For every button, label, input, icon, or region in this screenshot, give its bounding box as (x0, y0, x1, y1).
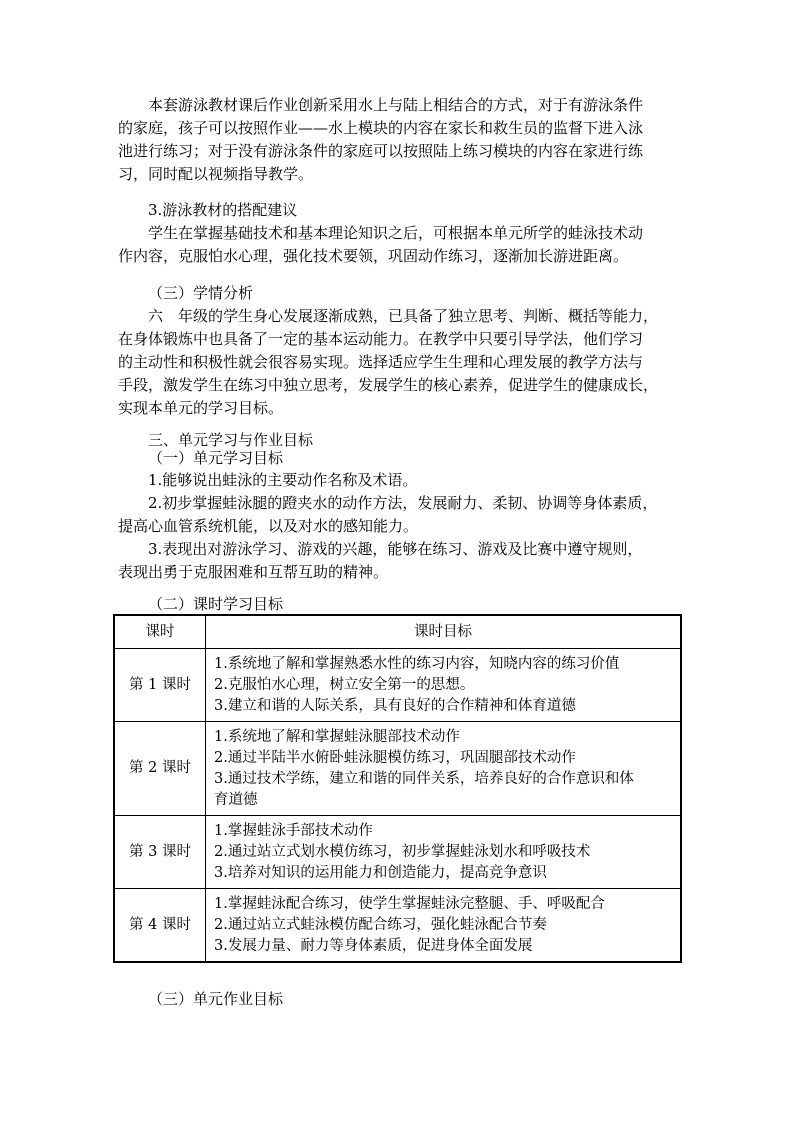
text-line: 六 年级的学生身心发展逐渐成熟，已具备了独立思考、判断、概括等能力， (148, 307, 659, 325)
analysis-paragraph (118, 305, 674, 420)
unit-goals-list (118, 469, 674, 584)
matching-paragraph (118, 222, 674, 268)
intro-paragraph (118, 94, 674, 186)
section-heading-analysis: （三）学情分析 (148, 284, 254, 302)
text-line: 在身体锻炼中也具备了一定的基本运动能力。在教学中只要引导学法，他们学习 (118, 330, 644, 348)
table-row (114, 649, 681, 722)
text-line: 池进行练习；对于没有游泳条件的家庭可以按照陆上练习模块的内容在家进行练 (118, 142, 644, 160)
goals-cell (206, 889, 682, 963)
goal-line: 2.克服怕水心理，树立安全第一的思想。 (214, 677, 475, 693)
text-line: 的家庭，孩子可以按照作业——水上模块的内容在家长和救生员的监督下进入泳 (118, 119, 644, 137)
header-goals: 课时目标 (206, 615, 682, 649)
text-line: 本套游泳教材课后作业创新采用水上与陆上相结合的方式，对于有游泳条件 (148, 96, 644, 114)
list-item: 2.初步掌握蛙泳腿的蹬夹水的动作方法，发展耐力、柔韧、协调等身体素质， (148, 494, 658, 512)
goal-line: 3.建立和谐的人际关系，具有良好的合作精神和体育道德 (214, 698, 576, 714)
goal-line: 1.系统地了解和掌握熟悉水性的练习内容，知晓内容的练习价值 (214, 656, 620, 672)
goal-line: 3.培养对知识的运用能力和创造能力，提高竞争意识 (214, 865, 547, 881)
table-row (114, 722, 681, 816)
lesson-goals-table (113, 614, 682, 963)
table-header-row (114, 615, 681, 649)
goals-cell (206, 816, 682, 889)
goal-line: 2.通过站立式划水模仿练习，初步掌握蛙泳划水和呼吸技术 (214, 844, 591, 860)
table-row (114, 889, 681, 963)
goal-line: 2.通过半陆半水俯卧蛙泳腿模仿练习，巩固腿部技术动作 (214, 750, 576, 766)
goal-line: 3.通过技术学练，建立和谐的同伴关系，培养良好的合作意识和体 (214, 771, 634, 787)
goal-line: 3.发展力量、耐力等身体素质，促进身体全面发展 (214, 938, 533, 954)
lesson-cell: 第 3 课时 (114, 816, 206, 889)
text-line: 习，同时配以视频指导教学。 (118, 165, 314, 183)
goal-line: 1.掌握蛙泳手部技术动作 (214, 823, 373, 839)
subheading-unit-goals: （一）单元学习目标 (148, 449, 284, 467)
text-line: 实现本单元的学习目标。 (118, 399, 284, 417)
lesson-cell: 第 2 课时 (114, 722, 206, 816)
subheading-homework-goals: （三）单元作业目标 (148, 990, 284, 1008)
goal-line: 2.通过站立式蛙泳模仿配合练习，强化蛙泳配合节奏 (214, 917, 547, 933)
table-row (114, 816, 681, 889)
goal-line: 1.系统地了解和掌握蛙泳腿部技术动作 (214, 729, 460, 745)
lesson-cell: 第 1 课时 (114, 649, 206, 722)
goal-line: 1.掌握蛙泳配合练习，使学生掌握蛙泳完整腿、手、呼吸配合 (214, 896, 605, 912)
section-heading-goals: 三、单元学习与作业目标 (148, 431, 314, 449)
header-lesson: 课时 (114, 615, 206, 649)
goals-cell (206, 722, 682, 816)
list-item: 3.表现出对游泳学习、游戏的兴趣，能够在练习、游戏及比赛中遵守规则， (148, 540, 643, 558)
list-item: 1.能够说出蛙泳的主要动作名称及术语。 (148, 471, 418, 489)
section-heading-matching: 3.游泳教材的搭配建议 (148, 201, 298, 219)
lesson-cell: 第 4 课时 (114, 889, 206, 963)
subheading-lesson-goals: （二）课时学习目标 (148, 595, 284, 613)
text-line: 学生在掌握基础技术和基本理论知识之后，可根据本单元所学的蛙泳技术动 (148, 224, 644, 242)
text-line: 手段，激发学生在练习中独立思考，发展学生的核心素养，促进学生的健康成长， (118, 376, 659, 394)
list-item-continuation: 提高心血管系统机能，以及对水的感知能力。 (118, 517, 419, 535)
text-line: 的主动性和积极性就会很容易实现。选择适应学生生理和心理发展的教学方法与 (118, 353, 644, 371)
goal-line: 育道德 (214, 792, 258, 808)
goals-cell (206, 649, 682, 722)
text-line: 作内容，克服怕水心理，强化技术要领，巩固动作练习，逐渐加长游进距离。 (118, 247, 629, 265)
list-item-continuation: 表现出勇于克服困难和互帮互助的精神。 (118, 563, 389, 581)
